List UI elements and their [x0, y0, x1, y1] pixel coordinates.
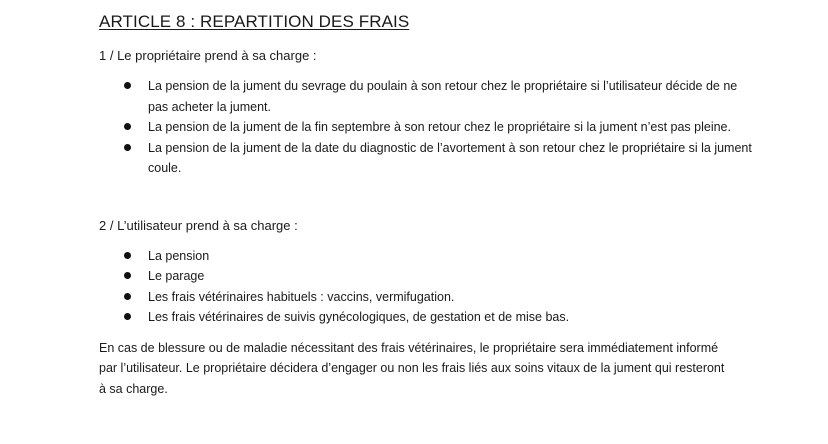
list-item-text: Le parage — [148, 269, 205, 283]
section-1-list — [99, 76, 759, 179]
list-item-text: La pension de la jument du sevrage du poulain à son retour chez le propriétaire si l’utilisateur décide de ne pas acheter la jument. — [148, 79, 738, 114]
list-item — [99, 287, 759, 308]
bullet-icon — [124, 293, 131, 300]
list-item — [99, 138, 759, 179]
list-item — [99, 307, 759, 328]
section-1-heading: 1 / Le propriétaire prend à sa charge : — [99, 48, 317, 63]
list-item — [99, 76, 759, 117]
list-item — [99, 117, 759, 138]
list-item-text: La pension de la jument de la fin septembre à son retour chez le propriétaire si la jument n’est pas pleine. — [148, 120, 731, 134]
list-item-text: La pension de la jument de la date du diagnostic de l’avortement à son retour chez le propriétaire si la jument coule. — [148, 140, 752, 175]
bullet-icon — [124, 313, 131, 320]
bullet-icon — [124, 82, 131, 89]
list-item-text: La pension — [148, 248, 210, 263]
list-item-text: Les frais vétérinaires habituels : vaccins, vermifugation. — [148, 289, 455, 304]
document-page — [99, 10, 759, 399]
bullet-icon — [124, 252, 131, 259]
section-2-heading: 2 / L’utilisateur prend à sa charge : — [99, 217, 298, 233]
bullet-icon — [124, 123, 131, 130]
list-item — [99, 246, 759, 267]
section-2-list — [99, 246, 759, 328]
list-item — [99, 266, 759, 287]
article-title: ARTICLE 8 : REPARTITION DES FRAIS — [99, 12, 410, 31]
bullet-icon — [124, 272, 131, 279]
closing-paragraph: En cas de blessure ou de maladie nécessitant des frais vétérinaires, le propriétaire sera immédiatement informé par l’utilisateur. Le propriétaire décidera d’engager ou non les frais liés aux soins vitaux de la jument qui resteront à sa charge. — [99, 340, 725, 396]
list-item-text: Les frais vétérinaires de suivis gynécologiques, de gestation et de mise bas. — [148, 310, 570, 324]
bullet-icon — [124, 144, 131, 151]
